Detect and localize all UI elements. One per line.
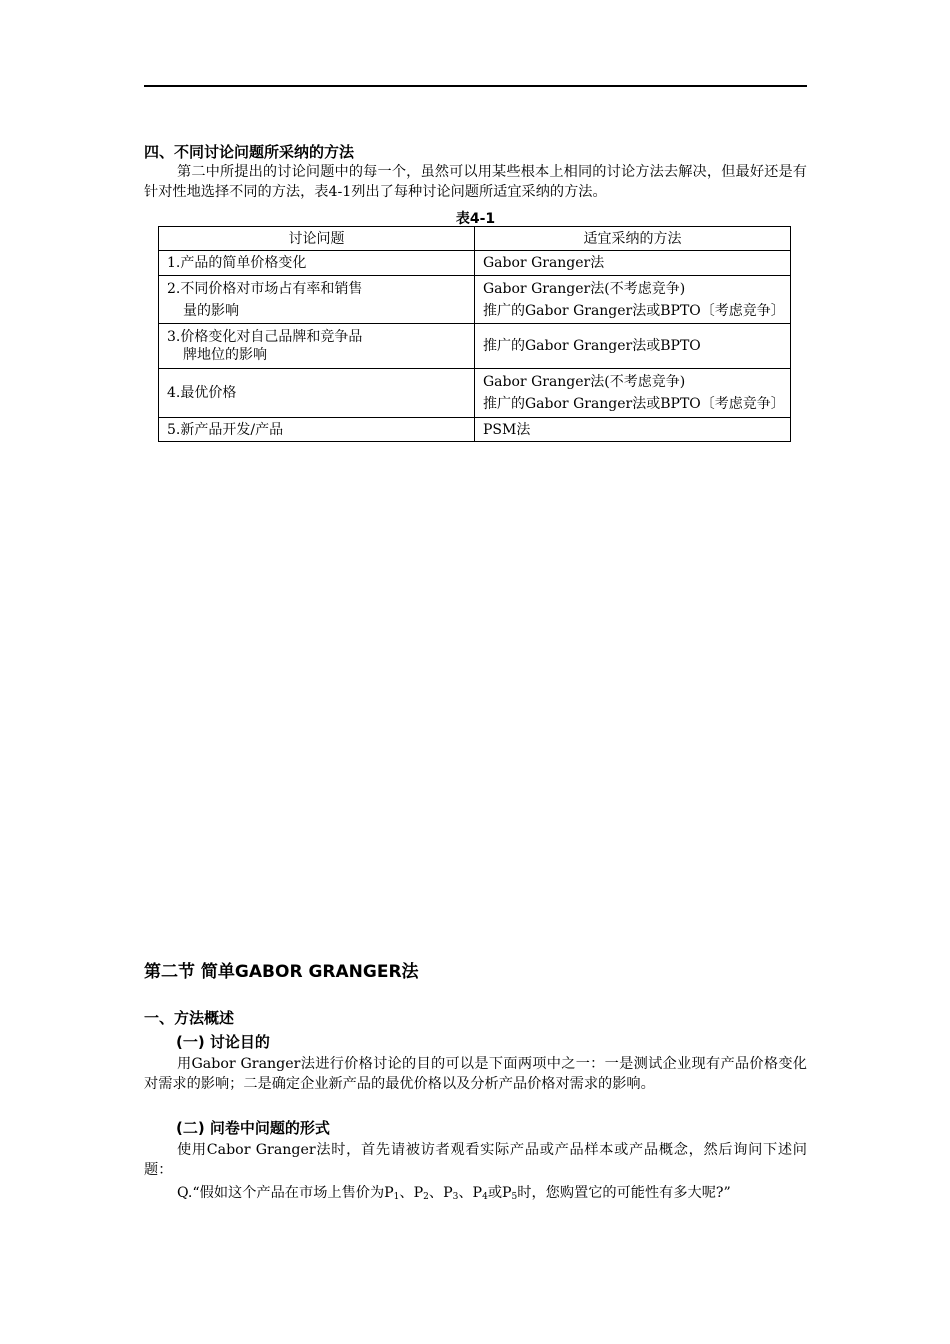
problem-text: 4.最优价格 — [167, 385, 237, 401]
question-text — [144, 1183, 807, 1207]
method-cell — [475, 369, 791, 418]
chapter-section-title: 第二节 简单GABOR GRANGER法 — [144, 962, 419, 982]
part-heading: 一、方法概述 — [144, 1009, 235, 1027]
problem-text: 1.产品的简单价格变化 — [167, 255, 307, 271]
header-rule — [144, 85, 807, 87]
method-text: PSM法 — [483, 421, 531, 438]
section-heading: 四、不同讨论问题所采纳的方法 — [144, 143, 355, 161]
method-cell — [475, 324, 791, 369]
problem-cell — [159, 418, 475, 442]
method-text: Gabor Granger法(不考虑竞争) — [483, 374, 686, 390]
table-caption: 表4-1 — [455, 211, 496, 227]
problem-text: 量的影响 — [183, 302, 239, 319]
question-separator: 、P — [399, 1185, 424, 1201]
questionnaire-paragraph: 使用Cabor Granger法时，首先请被访者观看实际产品或产品样本或产品概念，然后询问下述问题： — [144, 1142, 807, 1178]
price-subscript: 5 — [511, 1192, 518, 1202]
method-text: Gabor Granger法(不考虑竞争) — [483, 280, 686, 297]
method-cell — [475, 276, 791, 324]
problem-text: 5.新产品开发/产品 — [167, 421, 284, 438]
method-cell — [475, 418, 791, 442]
problem-cell — [159, 276, 475, 324]
problem-cell — [159, 251, 475, 276]
method-text: 推广的Gabor Granger法或BPTO〔考虑竞争〕 — [483, 396, 785, 412]
problem-text: 3.价格变化对自己品牌和竞争品 — [167, 329, 363, 345]
price-subscript: 3 — [452, 1192, 459, 1202]
table-row — [159, 251, 791, 276]
methods-table — [158, 226, 791, 442]
table-row — [159, 418, 791, 442]
table-header-method: 适宜采纳的方法 — [475, 227, 791, 251]
question-prefix: Q.“假如这个产品在市场上售价为P — [177, 1185, 394, 1201]
purpose-paragraph: 用Gabor Granger法进行价格讨论的目的可以是下面两项中之一：一是测试企业现有产品价格变化对需求的影响；二是确定企业新产品的最优价格以及分析产品价格对需求的影响。 — [144, 1056, 807, 1092]
table-row — [159, 324, 791, 369]
question-separator: 、P — [458, 1185, 483, 1201]
price-subscript: 1 — [393, 1192, 400, 1202]
method-text: 推广的Gabor Granger法或BPTO〔考虑竞争〕 — [483, 302, 785, 319]
method-text: Gabor Granger法 — [483, 255, 605, 271]
table-header-row — [159, 227, 791, 251]
problem-text: 牌地位的影响 — [183, 347, 267, 363]
question-suffix: 时，您购置它的可能性有多大呢?” — [517, 1185, 731, 1201]
method-cell — [475, 251, 791, 276]
subsection-heading: (二) 问卷中问题的形式 — [176, 1119, 330, 1137]
problem-cell — [159, 324, 475, 369]
price-subscript: 4 — [482, 1192, 488, 1202]
table-row — [159, 369, 791, 418]
problem-text: 2.不同价格对市场占有率和销售 — [167, 280, 363, 297]
problem-cell — [159, 369, 475, 418]
table-header-problem: 讨论问题 — [159, 227, 475, 251]
question-separator: 、P — [428, 1185, 453, 1201]
question-or: 或P — [487, 1185, 512, 1201]
section-paragraph: 第二中所提出的讨论问题中的每一个，虽然可以用某些根本上相同的讨论方法去解决，但最好还是有针对性地选择不同的方法，表4-1列出了每种讨论问题所适宜采纳的方法。 — [144, 164, 807, 200]
price-subscript: 2 — [423, 1192, 429, 1202]
subsection-heading: (一) 讨论目的 — [176, 1033, 270, 1051]
table-row — [159, 276, 791, 324]
method-text: 推广的Gabor Granger法或BPTO — [483, 338, 701, 354]
